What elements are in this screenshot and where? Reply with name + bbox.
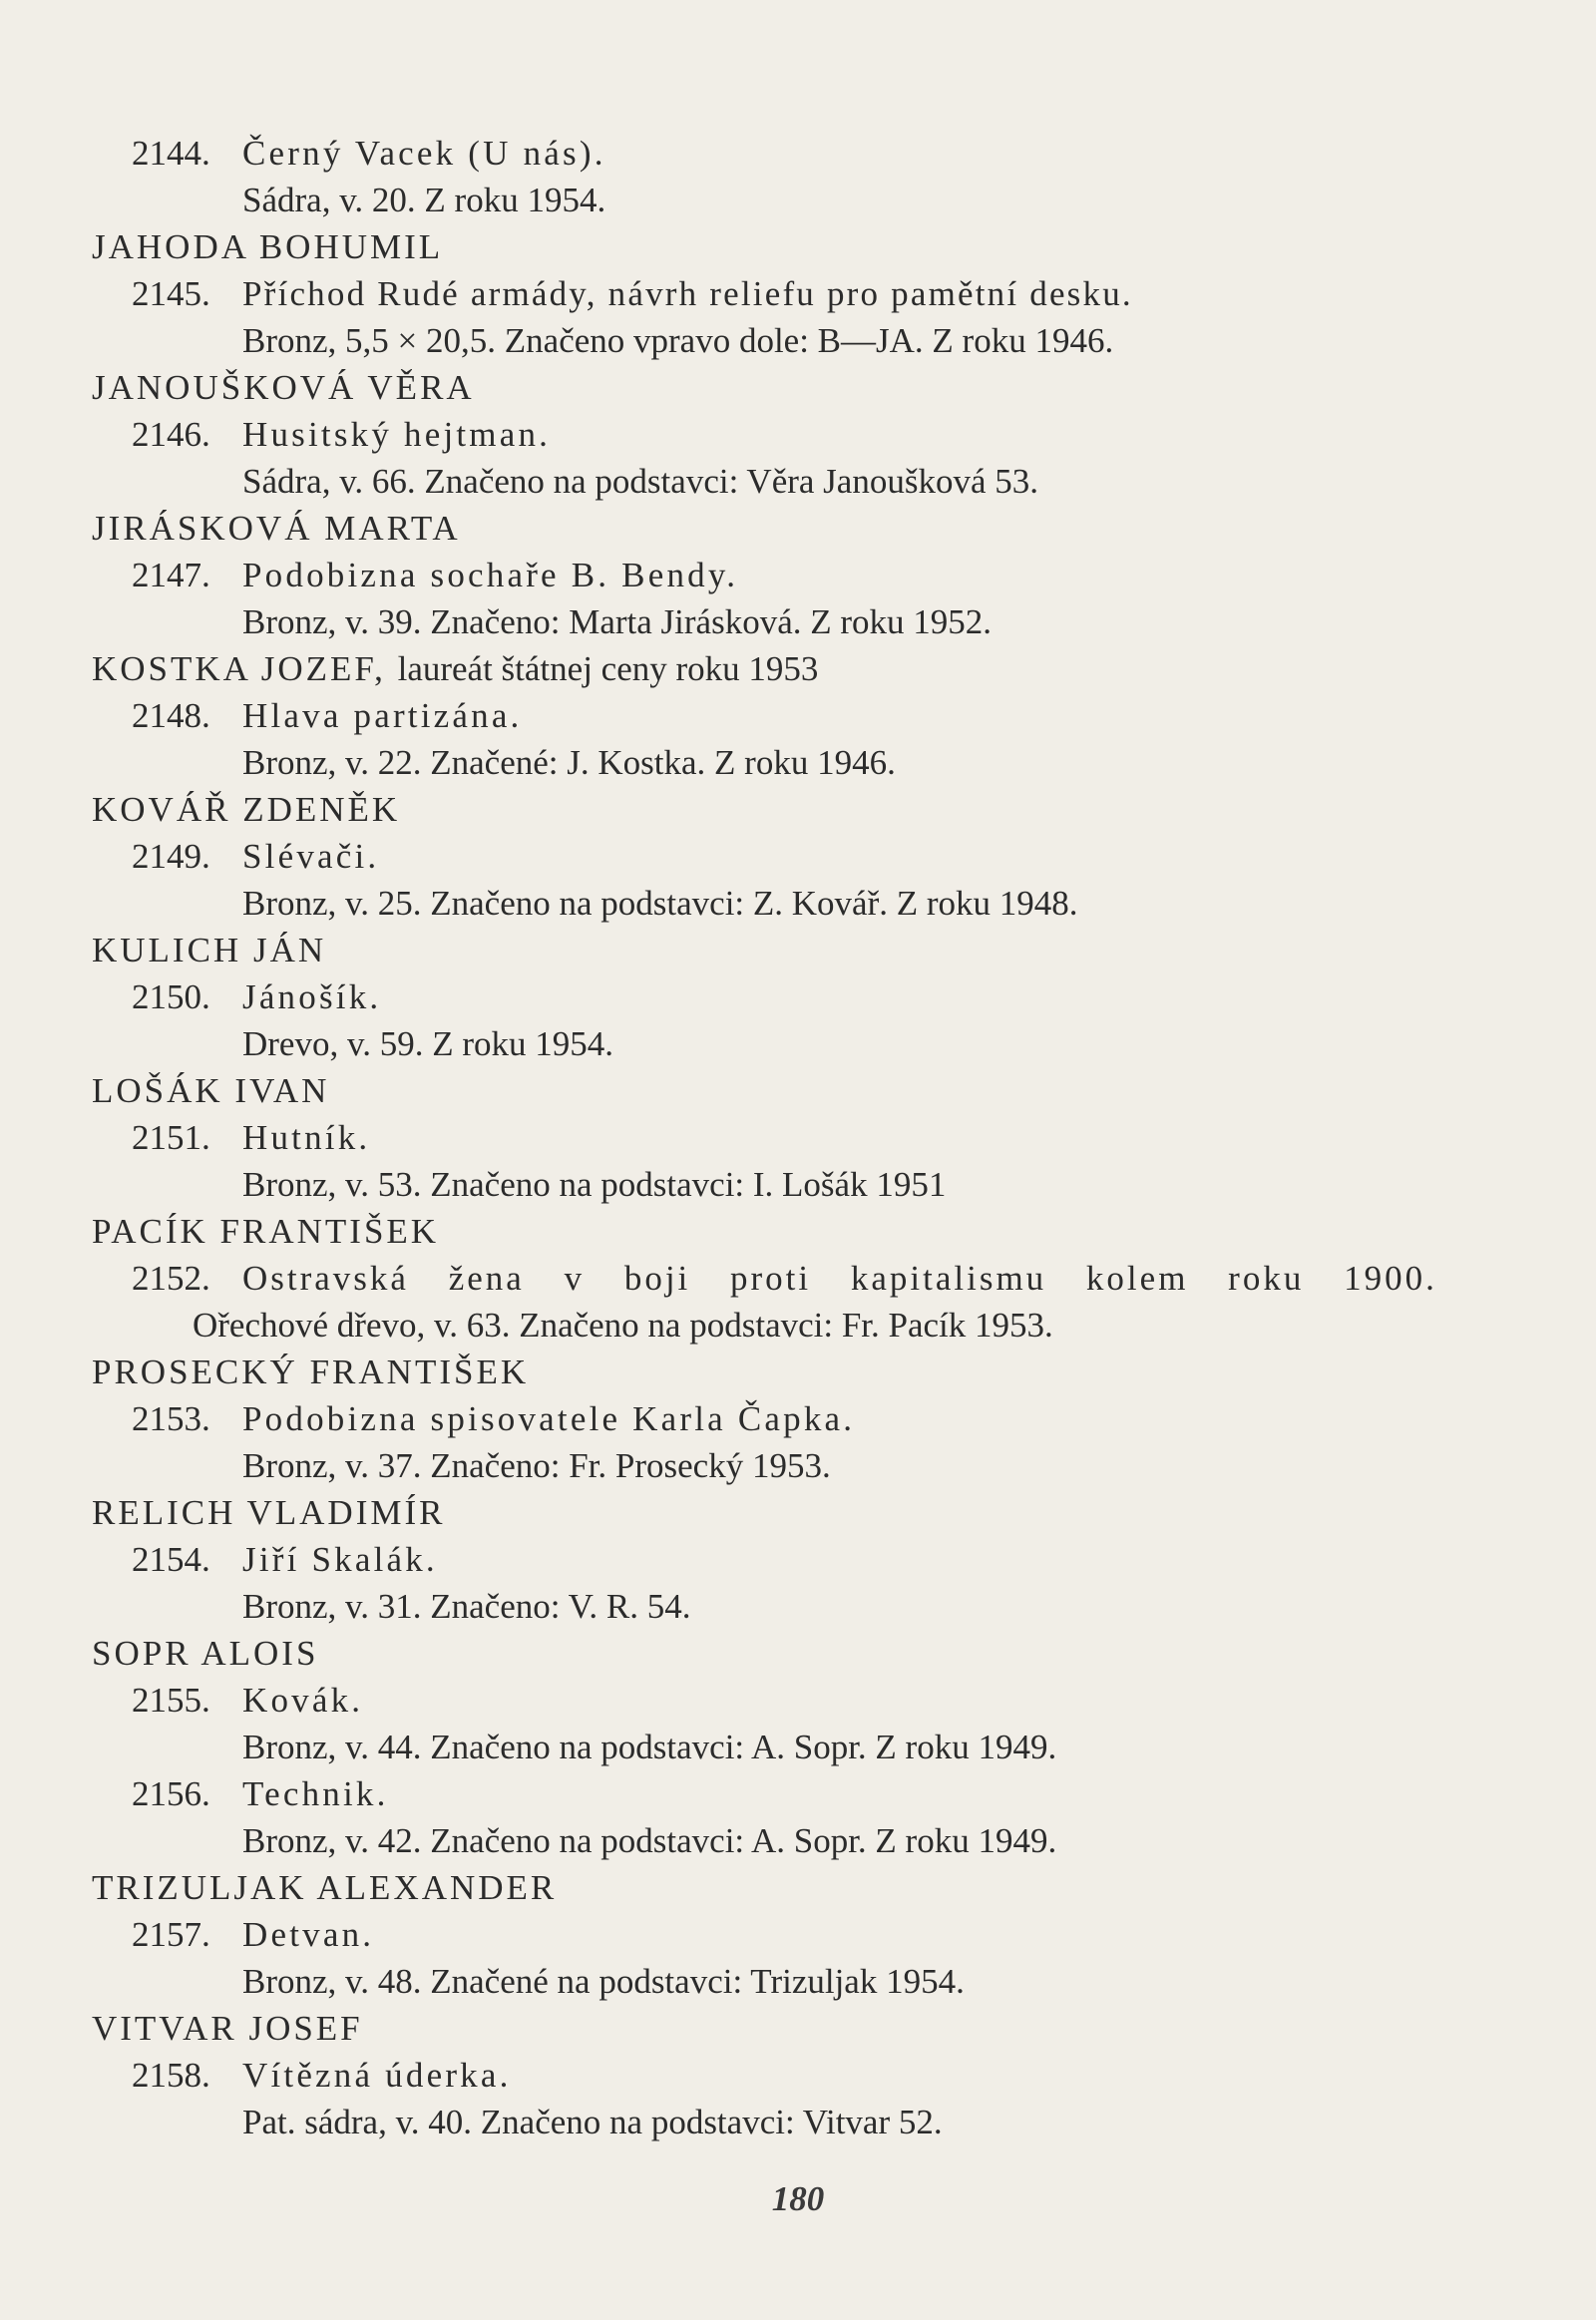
artist-heading: TRIZULJAK ALEXANDER <box>92 1868 558 1907</box>
work-title: Technik. <box>242 1774 389 1813</box>
work-number: 2156. <box>132 1774 210 1813</box>
work-number: 2150. <box>132 977 210 1016</box>
work-title: Příchod Rudé armády, návrh reliefu pro pamětní desku. <box>242 274 1133 313</box>
work-title: Podobizna spisovatele Karla Čapka. <box>242 1399 856 1438</box>
work-details: Bronz, v. 39. Značeno: Marta Jirásková. Z roku 1952. <box>242 602 993 641</box>
work-number: 2149. <box>132 837 210 876</box>
work-title: Hutník. <box>242 1118 371 1157</box>
work-number: 2154. <box>132 1540 210 1579</box>
work-title: Ostravská žena v boji proti kapitalismu kolem roku 1900. <box>242 1259 1437 1298</box>
page-number: 180 <box>771 2179 825 2218</box>
work-number: 2151. <box>132 1118 210 1157</box>
artist-heading: JIRÁSKOVÁ MARTA <box>92 509 461 548</box>
work-details: Sádra, v. 66. Značeno na podstavci: Věra Janoušková 53. <box>242 462 1038 501</box>
artist-heading: SOPR ALOIS <box>92 1634 319 1673</box>
work-number: 2155. <box>132 1681 210 1720</box>
artist-note: laureát štátnej ceny roku 1953 <box>397 649 819 688</box>
work-details: Sádra, v. 20. Z roku 1954. <box>242 181 606 219</box>
work-number: 2148. <box>132 696 210 735</box>
artist-heading: KOVÁŘ ZDENĚK <box>92 790 401 829</box>
artist-heading: LOŠÁK IVAN <box>92 1071 330 1110</box>
work-number: 2153. <box>132 1399 210 1438</box>
artist-name: KOSTKA JOZEF, <box>92 649 386 688</box>
artist-heading <box>92 645 818 693</box>
work-details: Bronz, 5,5 × 20,5. Značeno vpravo dole: B—JA. Z roku 1946. <box>242 321 1114 360</box>
artist-heading: PACÍK FRANTIŠEK <box>92 1212 440 1251</box>
artist-heading: JAHODA BOHUMIL <box>92 227 444 266</box>
artist-heading: VITVAR JOSEF <box>92 2009 363 2048</box>
work-number: 2144. <box>132 134 210 173</box>
work-title: Kovák. <box>242 1681 364 1720</box>
work-title: Vítězná úderka. <box>242 2056 512 2095</box>
work-title: Jánošík. <box>242 977 382 1016</box>
work-title: Husitský hejtman. <box>242 415 552 454</box>
work-title: Slévači. <box>242 837 380 876</box>
work-details: Drevo, v. 59. Z roku 1954. <box>242 1024 613 1063</box>
work-details: Bronz, v. 22. Značené: J. Kostka. Z roku 1946. <box>242 743 896 782</box>
work-number: 2152. <box>132 1259 210 1298</box>
work-title: Hlava partizána. <box>242 696 523 735</box>
work-title: Jiří Skalák. <box>242 1540 438 1579</box>
work-details: Bronz, v. 53. Značeno na podstavci: I. Lošák 1951 <box>242 1165 947 1204</box>
work-title: Podobizna sochaře B. Bendy. <box>242 556 739 594</box>
work-details: Pat. sádra, v. 40. Značeno na podstavci: Vitvar 52. <box>242 2103 943 2141</box>
work-details: Bronz, v. 48. Značené na podstavci: Trizuljak 1954. <box>242 1962 965 2001</box>
work-details: Bronz, v. 44. Značeno na podstavci: A. Sopr. Z roku 1949. <box>242 1728 1057 1766</box>
artist-heading: JANOUŠKOVÁ VĚRA <box>92 368 475 407</box>
work-number: 2146. <box>132 415 210 454</box>
work-number: 2158. <box>132 2056 210 2095</box>
work-details: Bronz, v. 42. Značeno na podstavci: A. Sopr. Z roku 1949. <box>242 1821 1057 1860</box>
work-details: Ořechové dřevo, v. 63. Značeno na podstavci: Fr. Pacík 1953. <box>193 1306 1053 1345</box>
work-title: Černý Vacek (U nás). <box>242 134 606 173</box>
work-details: Bronz, v. 25. Značeno na podstavci: Z. Kovář. Z roku 1948. <box>242 884 1078 923</box>
work-details: Bronz, v. 37. Značeno: Fr. Prosecký 1953. <box>242 1446 831 1485</box>
work-number: 2157. <box>132 1915 210 1954</box>
artist-heading: KULICH JÁN <box>92 931 327 969</box>
work-number: 2145. <box>132 274 210 313</box>
work-title: Detvan. <box>242 1915 375 1954</box>
artist-heading: RELICH VLADIMÍR <box>92 1493 446 1532</box>
work-details: Bronz, v. 31. Značeno: V. R. 54. <box>242 1587 691 1626</box>
work-number: 2147. <box>132 556 210 594</box>
artist-heading: PROSECKÝ FRANTIŠEK <box>92 1353 530 1391</box>
